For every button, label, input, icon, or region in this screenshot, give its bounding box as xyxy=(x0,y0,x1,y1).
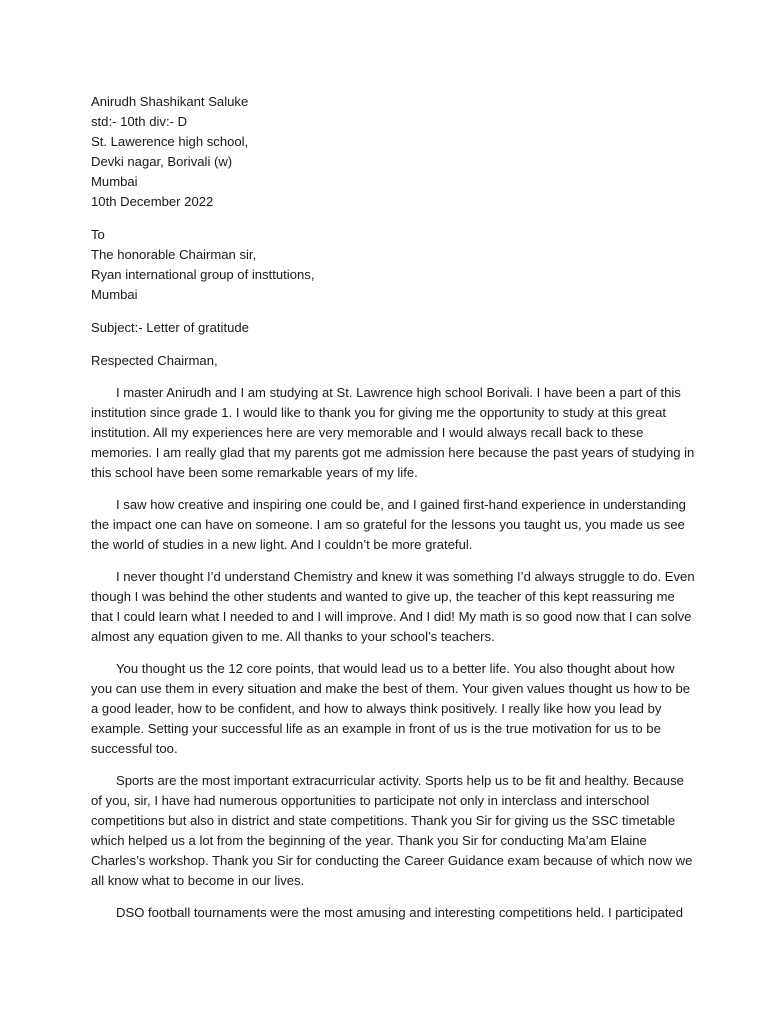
letter-date: 10th December 2022 xyxy=(91,194,214,209)
paragraph-line: Sports are the most important extracurricular activity. Sports help us to be fit and healthy. Because xyxy=(116,773,684,788)
paragraph-line: You thought us the 12 core points, that would lead us to a better life. You also thought about how xyxy=(116,661,675,676)
paragraph-line: that I could learn what I needed to and I will improve. And I did! My math is so good now that I can solve xyxy=(91,609,692,624)
paragraph-line: this school have been some remarkable years of my life. xyxy=(91,465,418,480)
paragraph-line: I never thought I’d understand Chemistry and knew it was something I’d always struggle to do. Even xyxy=(116,569,695,584)
paragraph-line: almost any equation given to me. All thanks to your school’s teachers. xyxy=(91,629,495,644)
paragraph-line: which helped us a lot from the beginning of the year. Thank you Sir for conducting Ma’am Elaine xyxy=(91,833,647,848)
paragraph-line: Charles’s workshop. Thank you Sir for conducting the Career Guidance exam because of which now we xyxy=(91,853,693,868)
recipient-title: The honorable Chairman sir, xyxy=(91,247,257,262)
subject: Subject:- Letter of gratitude xyxy=(91,320,249,335)
paragraph-line: a good leader, how to be confident, and how to always think positively. I really like how you lead by xyxy=(91,701,662,716)
recipient-city: Mumbai xyxy=(91,287,138,302)
sender-address xyxy=(91,92,676,212)
sender-school: St. Lawerence high school, xyxy=(91,134,249,149)
paragraph-1 xyxy=(91,383,695,483)
sender-area: Devki nagar, Borivali (w) xyxy=(91,154,233,169)
recipient-to: To xyxy=(91,227,105,242)
paragraph-line: DSO football tournaments were the most amusing and interesting competitions held. I participated xyxy=(116,905,683,920)
paragraph-2 xyxy=(91,495,686,555)
paragraph-line: of you, sir, I have had numerous opportunities to participate not only in interclass and interschool xyxy=(91,793,650,808)
paragraph-6 xyxy=(91,903,683,923)
paragraph-line: example. Setting your successful life as an example in front of us is the true motivation for us to be xyxy=(91,721,661,736)
letter-page xyxy=(91,92,695,923)
paragraph-line: competitions but also in district and state competitions. Thank you Sir for giving us the SSC timetable xyxy=(91,813,676,828)
sender-city: Mumbai xyxy=(91,174,138,189)
paragraph-line: I master Anirudh and I am studying at St. Lawrence high school Borivali. I have been a part of this xyxy=(116,385,681,400)
paragraph-line: memories. I am really glad that my parents got me admission here because the past years of studying in xyxy=(91,445,695,460)
paragraph-5 xyxy=(91,771,693,891)
paragraph-line: successful too. xyxy=(91,741,178,756)
paragraph-line: the impact one can have on someone. I am so grateful for the lessons you taught us, you made us see xyxy=(91,517,685,532)
paragraph-line: though I was behind the other students and wanted to give up, the teacher of this kept reassuring me xyxy=(91,589,675,604)
paragraph-4 xyxy=(91,659,691,759)
salutation: Respected Chairman, xyxy=(91,353,218,368)
recipient-org: Ryan international group of insttutions, xyxy=(91,267,315,282)
paragraph-line: institution since grade 1. I would like to thank you for giving me the opportunity to study at this great xyxy=(91,405,666,420)
paragraph-line: I saw how creative and inspiring one could be, and I gained first-hand experience in understanding xyxy=(116,497,686,512)
sender-name: Anirudh Shashikant Saluke xyxy=(91,94,249,109)
paragraph-line: the world of studies in a new light. And I couldn’t be more grateful. xyxy=(91,537,473,552)
paragraph-line: all know what to become in our lives. xyxy=(91,873,305,888)
paragraph-3 xyxy=(91,567,695,647)
subject-line xyxy=(91,318,676,338)
paragraph-line: you can use them in every situation and make the best of them. Your given values thought us how to be xyxy=(91,681,691,696)
paragraph-line: institution. All my experiences here are very memorable and I would always recall back to these xyxy=(91,425,644,440)
sender-class: std:- 10th div:- D xyxy=(91,114,188,129)
salutation-line xyxy=(91,351,676,371)
recipient-address xyxy=(91,225,676,305)
